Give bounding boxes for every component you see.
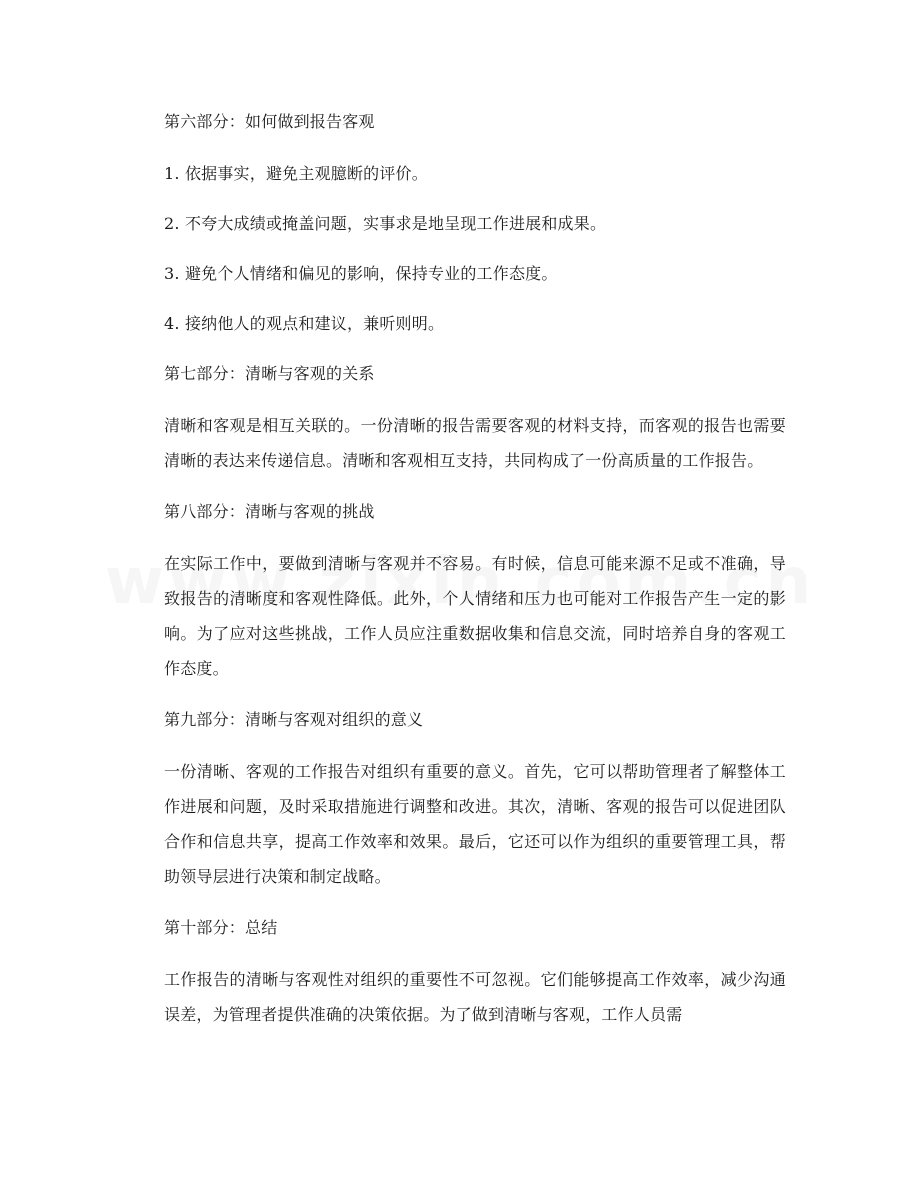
list-item: 1. 依据事实，避免主观臆断的评价。 [164,164,428,183]
body-paragraph: 在实际工作中，要做到清晰与客观并不容易。有时候，信息可能来源不足或不准确，导致报告的清晰度和客观性降低。此外，个人情绪和压力也可能对工作报告产生一定的影响。为了应对这些挑战，工作人员应注重数据收集和信息交流，同时培养自身的客观工作态度。 [164,554,786,678]
section-heading: 第七部分：清晰与客观的关系 [164,364,375,383]
section-heading: 第十部分：总结 [164,918,278,937]
document-body [164,104,786,1048]
body-paragraph: 清晰和客观是相互关联的。一份清晰的报告需要客观的材料支持，而客观的报告也需要清晰的表达来传递信息。清晰和客观相互支持，共同构成了一份高质量的工作报告。 [164,416,786,470]
section-heading: 第九部分：清晰与客观对组织的意义 [164,710,424,729]
list-item: 3. 避免个人情绪和偏见的影响，保持专业的工作态度。 [164,264,558,283]
body-paragraph: 工作报告的清晰与客观性对组织的重要性不可忽视。它们能够提高工作效率，减少沟通误差，为管理者提供准确的决策依据。为了做到清晰与客观，工作人员需 [164,970,786,1024]
list-item: 4. 接纳他人的观点和建议，兼听则明。 [164,314,445,333]
body-paragraph: 一份清晰、客观的工作报告对组织有重要的意义。首先，它可以帮助管理者了解整体工作进展和问题，及时采取措施进行调整和改进。其次，清晰、客观的报告可以促进团队合作和信息共享，提高工作效率和效果。最后，它还可以作为组织的重要管理工具，帮助领导层进行决策和制定战略。 [164,762,786,886]
section-heading: 第六部分：如何做到报告客观 [164,112,375,131]
section-heading: 第八部分：清晰与客观的挑战 [164,502,375,521]
list-item: 2. 不夸大成绩或掩盖问题，实事求是地呈现工作进展和成果。 [164,214,607,233]
